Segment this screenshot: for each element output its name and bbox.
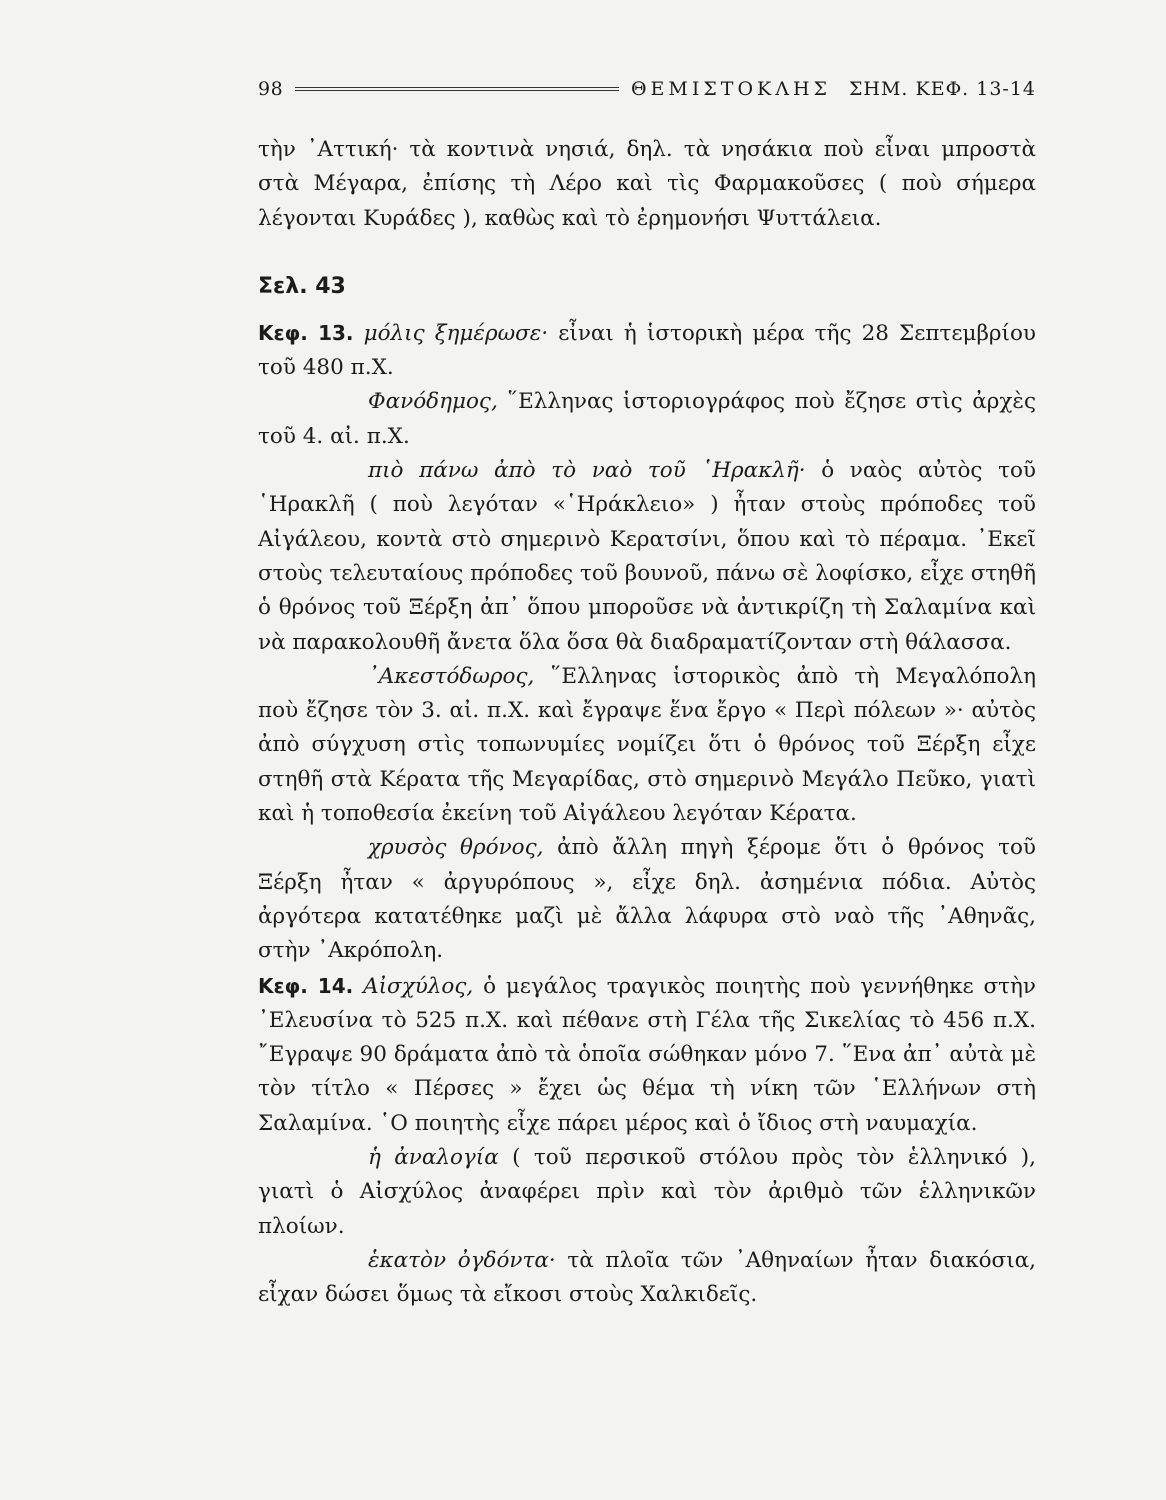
kef14-paragraph-2 [258, 1141, 1036, 1244]
kef13-term-2: Φανόδημος, [368, 389, 498, 415]
kef14-paragraph-1 [258, 969, 1036, 1141]
running-title: ΘΕΜΙΣΤΟΚΛΗΣ [630, 78, 831, 100]
kef14-text-2: ( τοῦ περσικοῦ στόλου πρὸς τὸν ἑλληνικό ), γιατὶ ὁ Αἰσχύλος ἀναφέρει πρὶν καὶ τὸν ἀριθμὸ τῶν ἑλληνικῶν πλοίων. [258, 1145, 1037, 1239]
kef14-term-1: Αἰσχύλος, [363, 973, 474, 999]
kef14-text-3: τὰ πλοῖα τῶν ᾿Αθηναίων ἦταν διακόσια, εἶχαν δώσει ὅμως τὰ εἴκοσι στοὺς Χαλκιδεῖς. [258, 1247, 1036, 1308]
kef13-text-2: ῞Ελληνας ἱστοριογράφος ποὺ ἔζησε στὶς ἀρχὲς τοῦ 4. αἰ. π.Χ. [258, 389, 1036, 449]
kef13-text-5: ἀπὸ ἄλλη πηγὴ ξέρομε ὅτι ὁ θρόνος τοῦ Ξέρξη ἦταν « ἀργυρόπους », εἶχε δηλ. ἀσημένια πόδια. Αὐτὸς ἀργότερα κατατέθηκε μαζὶ μὲ ἄλλα λάφυρα στὸ ναὸ τῆς ᾿Αθηνᾶς, στὴν ᾿Ακρόπολη. [258, 835, 1036, 964]
kef14-label: Κεφ. 14. [258, 973, 354, 998]
kef13-paragraph-5 [258, 831, 1036, 968]
section-heading: Σελ. 43 [258, 273, 346, 299]
running-head [258, 72, 1036, 106]
kef13-paragraph-4 [258, 660, 1036, 831]
kef13-term-3: πιὸ πάνω ἀπὸ τὸ ναὸ τοῦ ῾Ηρακλῆ· [368, 458, 806, 484]
kef13-text-4: ῞Ελληνας ἱστορικὸς ἀπὸ τὴ Μεγαλόπολη ποὺ ἔζησε τὸν 3. αἰ. π.Χ. καὶ ἔγραψε ἕνα ἔργο « Περὶ πόλεων »· αὐτὸς ἀπὸ σύγχυση στὶς τοπωνυμίες νομίζει ὅτι ὁ θρόνος τοῦ Ξέρξη εἶχε στηθῆ στὰ Κέρατα τῆς Μεγαρίδας, στὸ σημερινὸ Μεγάλο Πεῦκο, γιατὶ καὶ ἡ τοποθεσία ἐκείνη τοῦ Αἰγάλεου λεγόταν Κέρατα. [258, 663, 1036, 827]
intro-paragraph: τὴν ᾿Αττική· τὰ κοντινὰ νησιά, δηλ. τὰ νησάκια ποὺ εἶναι μπροστὰ στὰ Μέγαρα, ἐπίσης τὴ Λέρο καὶ τὶς Φαρμακοῦσες ( ποὺ σήμερα λέγονται Κυράδες ), καθὼς καὶ τὸ ἐρημονήσι Ψυττάλεια. [258, 137, 1036, 231]
kef13-paragraph-1 [258, 316, 1036, 386]
kef14-text-1: ὁ μεγάλος τραγικὸς ποιητὴς ποὺ γεννήθηκε στὴν ᾿Ελευσίνα τὸ 525 π.Χ. καὶ πέθανε στὴ Γέλα τῆς Σικελίας τὸ 456 π.Χ. ῎Εγραψε 90 δράματα ἀπὸ τὰ ὁποῖα σώθηκαν μόνο 7. ῞Ενα ἀπ᾿ αὐτὰ μὲ τὸν τίτλο « Πέρσες » ἔχει ὡς θέμα τὴ νίκη τῶν ῾Ελλήνων στὴ Σαλαμίνα. ῾Ο ποιητὴς εἶχε πάρει μέρος καὶ ὁ ἴδιος στὴ ναυμαχία. [258, 973, 1036, 1136]
kef13-text-1: εἶναι ἡ ἱστορικὴ μέρα τῆς 28 Σεπτεμβρίου τοῦ 480 π.Χ. [258, 320, 1036, 381]
kef14-term-3: ἑκατὸν ὀγδόντα· [368, 1247, 556, 1273]
kef14-term-2: ἡ ἀναλογία [368, 1145, 499, 1171]
kef13-term-1: μόλις ξημέρωσε· [363, 320, 549, 346]
page-body [258, 133, 1036, 1313]
kef13-paragraph-3 [258, 454, 1036, 660]
kef14-paragraph-3 [258, 1244, 1036, 1313]
page-number: 98 [258, 78, 284, 100]
header-rule [295, 87, 619, 91]
book-page [258, 72, 1036, 1313]
kef13-term-4: ᾿Ακεστόδωρος, [368, 663, 535, 689]
kef13-label: Κεφ. 13. [258, 320, 354, 345]
chapter-reference: ΣΗΜ. ΚΕΦ. 13-14 [848, 78, 1036, 100]
kef13-text-3: ὁ ναὸς αὐτὸς τοῦ ῾Ηρακλῆ ( ποὺ λεγόταν «῾Ηράκλειο» ) ἦταν στοὺς πρόποδες τοῦ Αἰγάλεου, κοντὰ στὸ σημερινὸ Κερατσίνι, ὅπου καὶ τὸ πέραμα. ᾿Εκεῖ στοὺς τελευταίους πρόποδες τοῦ βουνοῦ, πάνω σὲ λοφίσκο, εἶχε στηθῆ ὁ θρόνος τοῦ Ξέρξη ἀπ᾿ ὅπου μποροῦσε νὰ ἀντικρίζη τὴ Σαλαμίνα καὶ νὰ παρακολουθῆ ἄνετα ὅλα ὅσα θὰ διαδραματίζονταν στὴ θάλασσα. [258, 458, 1036, 655]
kef13-paragraph-2 [258, 385, 1036, 454]
kef13-term-5: χρυσὸς θρόνος, [368, 835, 544, 861]
